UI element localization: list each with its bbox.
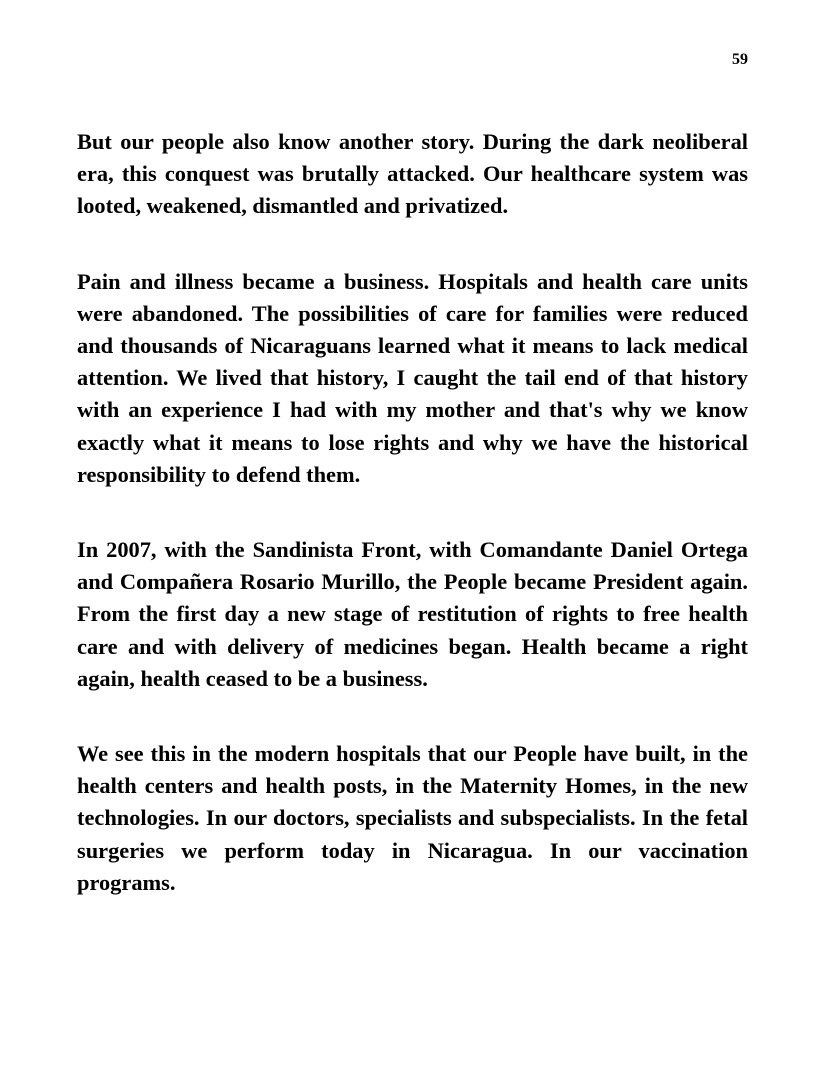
- paragraph-modern-hospitals: We see this in the modern hospitals that our People have built, in the health centers and health posts, in the Maternity Homes, in the new technologies. In our doctors, specialists and subspecialists. In the fetal surgeries we perform today in Nicaragua. In our vaccination programs.: [77, 741, 748, 895]
- paragraph-2007-restitution: In 2007, with the Sandinista Front, with Comandante Daniel Ortega and Compañera Rosario Murillo, the People became President again. From the first day a new stage of restitution of rights to free health care and with delivery of medicines began. Health became a right again, health ceased to be a business.: [77, 537, 748, 691]
- paragraph-health-as-business: Pain and illness became a business. Hospitals and health care units were abandoned. The possibilities of care for families were reduced and thousands of Nicaraguans learned what it means to lack medical attention. We lived that history, I caught the tail end of that history with an experience I had with my mother and that's why we know exactly what it means to lose rights and why we have the historical responsibility to defend them.: [77, 268, 748, 487]
- paragraph-neoliberal-era: But our people also know another story. During the dark neoliberal era, this conquest was brutally attacked. Our healthcare system was looted, weakened, dismantled and privatized.: [77, 129, 748, 219]
- document-body: [77, 126, 748, 942]
- page-number: 59: [732, 51, 748, 68]
